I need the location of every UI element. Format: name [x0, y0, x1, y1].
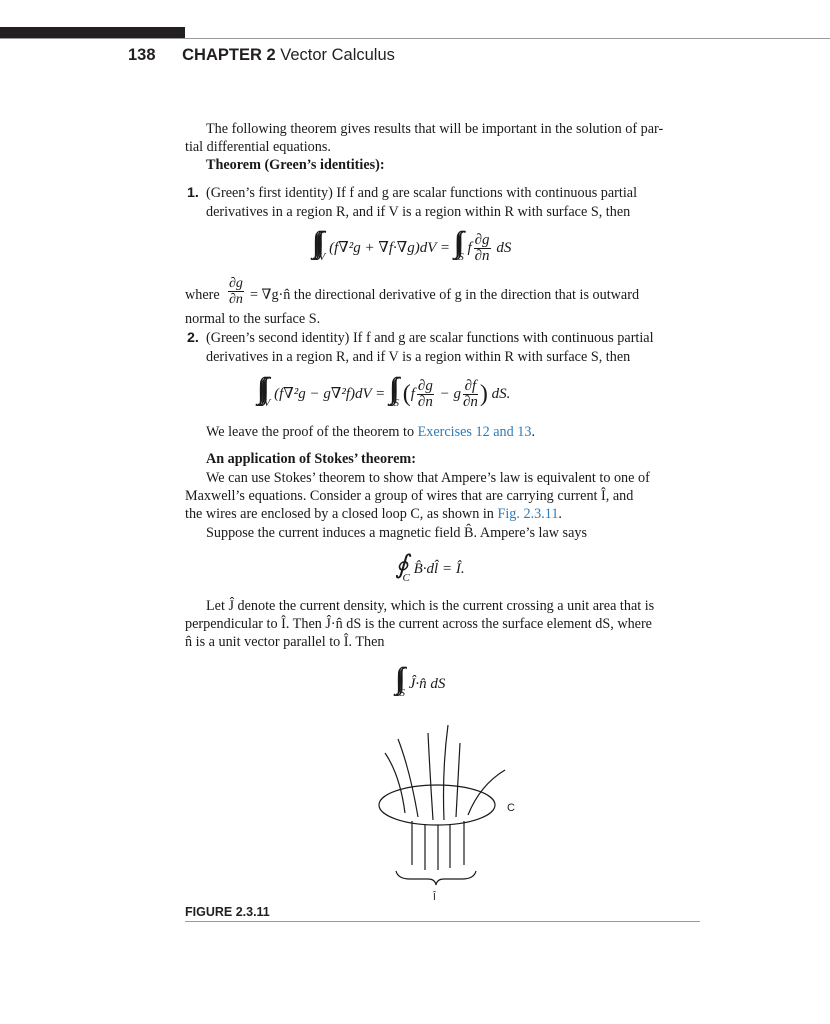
application-line-2: Maxwell’s equations. Consider a group of wires that are carrying current Î, and: [185, 488, 634, 504]
application-title: An application of Stokes’ theorem:: [206, 451, 416, 467]
current-label: Î: [433, 892, 436, 903]
ampere-sub: C: [402, 572, 410, 584]
current-brace: [396, 871, 476, 885]
intro-line-2: tial differential equations.: [185, 139, 331, 155]
where-line-2: normal to the surface S.: [185, 311, 321, 327]
theorem-title: Theorem (Green’s identities):: [206, 157, 385, 173]
item-1-line-1: (Green’s first identity) If f and g are scalar functions with continuous partial: [206, 185, 638, 201]
header-rule: [0, 38, 830, 39]
field-line-1: [385, 753, 405, 813]
caption-rule: [185, 921, 700, 922]
proof-note: [206, 423, 535, 441]
proof-note-text: We leave the proof of the theorem to: [206, 424, 418, 440]
ampere-law-equation: $∮_C$ B̂·dl̂ = Î.: [395, 550, 465, 584]
item-1-line-2: derivatives in a region R, and if V is a region within R with surface S, then: [206, 204, 631, 220]
wires-loop-figure: [340, 725, 540, 905]
field-line-6: [468, 770, 505, 815]
eq1-lhs: (f∇²g + ∇f·∇g)dV =: [329, 240, 451, 256]
eq1-ds: dS: [496, 240, 512, 256]
chapter-title: Vector Calculus: [280, 46, 395, 64]
where-text: = ∇g·n̂ the directional derivative of g in the direction that is outward: [250, 287, 640, 303]
greens-second-identity-equation: $\int\int\int_V$ $(f\nabla^2g - g\nabla^2f)dV = \int\int_S$ (f $\frac{\partial g}{\partial n}$ − g $\frac{\partial f}{\partial n}$ ) dS.: [257, 372, 511, 411]
item-2-line-2: derivatives in a region R, and if V is a region within R with surface S, then: [206, 349, 631, 365]
page-number: 138: [128, 46, 156, 64]
where-fraction: $\frac{\partial g}{\partial n}$: [229, 276, 243, 307]
field-line-3: [428, 733, 433, 820]
chapter-label: CHAPTER 2: [182, 46, 276, 64]
eq2-ds: dS.: [491, 386, 511, 402]
item-1-number: 1.: [187, 185, 199, 201]
greens-first-identity-equation: $\int\int\int_V$ $(f\nabla^2g + \nabla f\cdot\nabla g)dV = \int\int_S$ f $\frac{\partial g}{\partial n}$ dS: [312, 226, 512, 265]
exercises-link[interactable]: Exercises 12 and 13: [417, 424, 532, 440]
field-line-4: [444, 725, 449, 820]
figure-caption: FIGURE 2.3.11: [185, 905, 270, 919]
eq2-lhs: (f∇²g − g∇²f)dV =: [274, 386, 386, 402]
density-line-3: n̂ is a unit vector parallel to Î. Then: [185, 634, 385, 650]
application-line-3: [185, 505, 562, 523]
loop-c-label: C: [507, 802, 515, 814]
item-2-number: 2.: [187, 330, 199, 346]
density-line-1: Let Ĵ denote the current density, which is the current crossing a unit area that is: [206, 598, 655, 614]
application-line-3-text: the wires are enclosed by a closed loop C, as shown in: [185, 506, 498, 522]
figure-link[interactable]: Fig. 2.3.11: [497, 506, 559, 522]
field-line-2: [398, 739, 418, 817]
density-line-2: perpendicular to Î. Then Ĵ·n̂ dS is the current across the surface element dS, where: [185, 616, 652, 632]
running-header: [128, 46, 395, 65]
application-line-3-end: .: [558, 506, 562, 522]
field-line-5: [456, 743, 460, 817]
ampere-eq-text: B̂·dl̂ = Î.: [413, 561, 465, 577]
proof-note-end: .: [531, 424, 536, 440]
where-label: where: [185, 287, 220, 303]
intro-line-1: The following theorem gives results that will be important in the solution of par-: [206, 121, 664, 137]
loop-c: [379, 785, 495, 825]
flux-integral-equation: $\int\int_S$ Ĵ·n̂ dS: [395, 662, 446, 699]
application-line-4: Suppose the current induces a magnetic field B̂. Ampere’s law says: [206, 525, 587, 541]
item-2-line-1: (Green’s second identity) If f and g are scalar functions with continuous partial: [206, 330, 654, 346]
application-line-1: We can use Stokes’ theorem to show that Ampere’s law is equivalent to one of: [206, 470, 650, 486]
flux-sub: S: [399, 687, 405, 699]
flux-eq-text: Ĵ·n̂ dS: [408, 676, 446, 692]
